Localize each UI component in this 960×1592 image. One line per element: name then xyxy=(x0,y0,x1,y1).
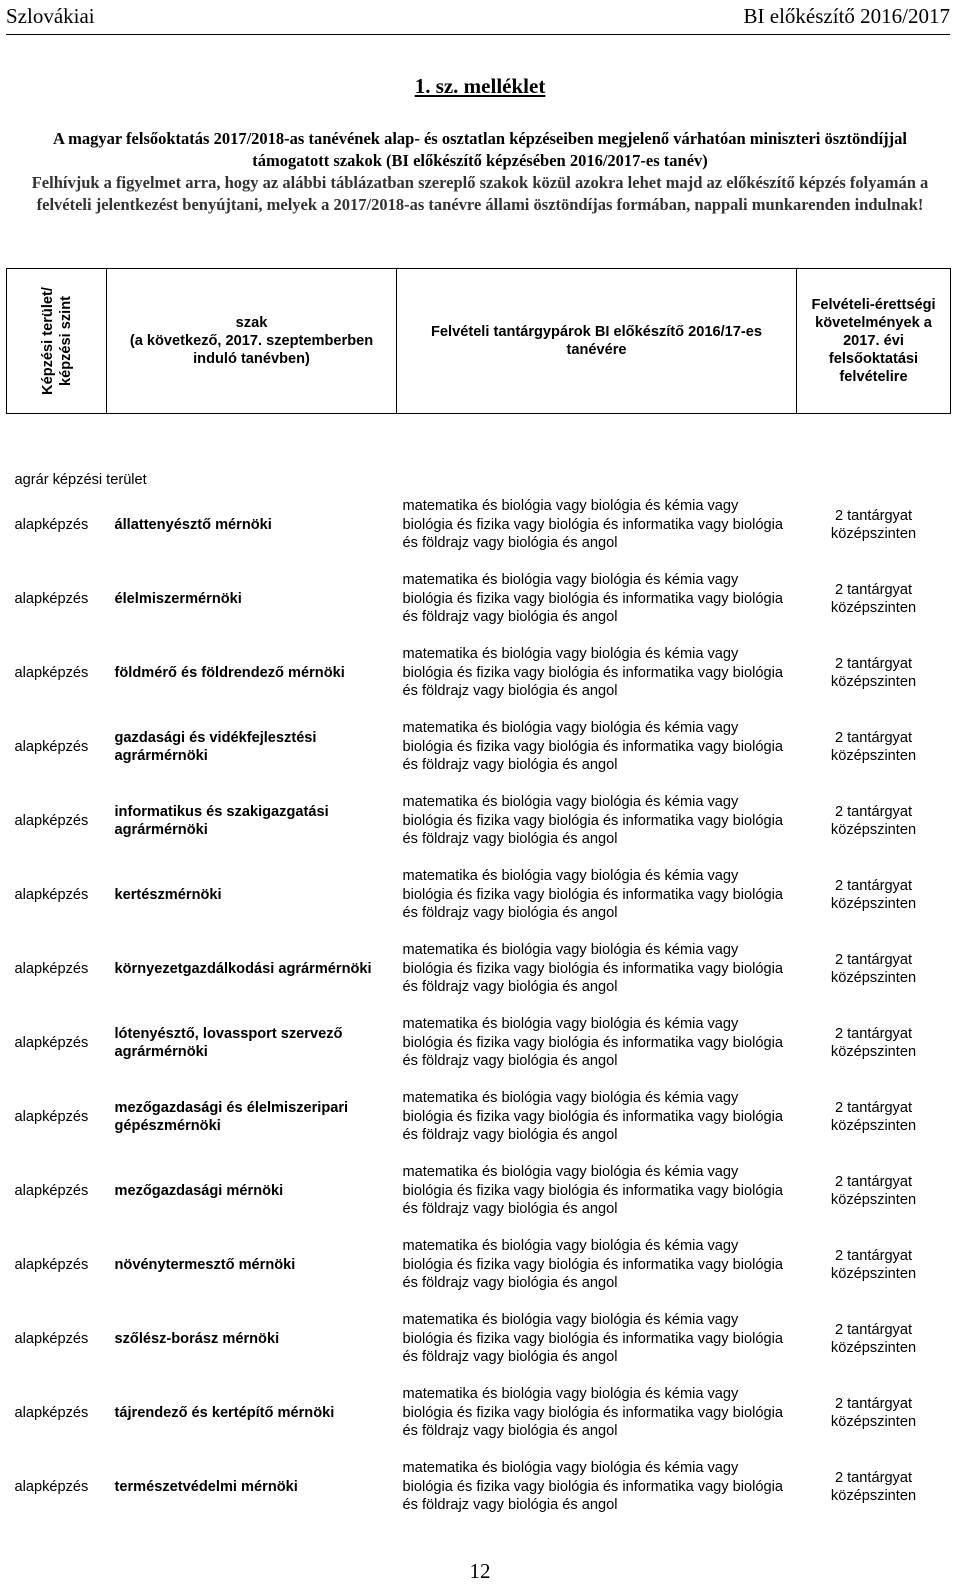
row-major: környezetgazdálkodási agrármérnöki xyxy=(114,960,372,977)
row-subject-pairs: matematika és biológia vagy biológia és kémia vagy biológia és fizika vagy biológia és informatika vagy biológia és földrajz vagy biológia és angol xyxy=(402,572,783,626)
row-level: alapképzés xyxy=(14,1034,89,1051)
row-level: alapképzés xyxy=(14,516,89,533)
table-header-row xyxy=(7,269,951,414)
table-row xyxy=(7,636,951,710)
row-subject-pairs: matematika és biológia vagy biológia és kémia vagy biológia és fizika vagy biológia és informatika vagy biológia és földrajz vagy biológia és angol xyxy=(402,868,783,922)
row-level: alapképzés xyxy=(14,1256,89,1273)
section-row xyxy=(7,414,951,489)
table-row xyxy=(7,932,951,1006)
row-major: tájrendező és kertépítő mérnöki xyxy=(114,1404,335,1421)
row-level: alapképzés xyxy=(14,738,89,755)
row-requirement: 2 tantárgyat középszinten xyxy=(830,877,917,912)
row-subject-pairs: matematika és biológia vagy biológia és kémia vagy biológia és fizika vagy biológia és informatika vagy biológia és földrajz vagy biológia és angol xyxy=(402,1238,783,1292)
row-major: informatikus és szakigazgatási agrármérnöki xyxy=(114,803,329,838)
row-level: alapképzés xyxy=(14,590,89,607)
row-requirement: 2 tantárgyat középszinten xyxy=(830,729,917,764)
row-level: alapképzés xyxy=(14,1478,89,1495)
row-subject-pairs: matematika és biológia vagy biológia és kémia vagy biológia és fizika vagy biológia és informatika vagy biológia és földrajz vagy biológia és angol xyxy=(402,646,783,700)
row-level: alapképzés xyxy=(14,1182,89,1199)
header-major: szak (a következő, 2017. szeptemberben induló tanévben) xyxy=(107,269,397,414)
row-level: alapképzés xyxy=(14,1330,89,1347)
row-subject-pairs: matematika és biológia vagy biológia és kémia vagy biológia és fizika vagy biológia és informatika vagy biológia és földrajz vagy biológia és angol xyxy=(402,1164,783,1218)
row-major: földmérő és földrendező mérnöki xyxy=(114,664,345,681)
row-requirement: 2 tantárgyat középszinten xyxy=(830,1173,917,1208)
header-level-text: Képzési terület/ képzési szint xyxy=(39,287,74,395)
row-level: alapképzés xyxy=(14,1108,89,1125)
annex-title-text: 1. sz. melléklet xyxy=(414,74,546,98)
row-level: alapképzés xyxy=(14,664,89,681)
table-row xyxy=(7,562,951,636)
row-major: kertészmérnöki xyxy=(114,886,222,903)
row-level: alapképzés xyxy=(14,886,89,903)
header-requirements: Felvételi-érettségi követelmények a 2017. évi felsőoktatási felvételire xyxy=(797,269,951,414)
row-major: természetvédelmi mérnöki xyxy=(114,1478,298,1495)
row-major: mezőgazdasági és élelmiszeripari gépészmérnöki xyxy=(114,1099,349,1134)
row-requirement: 2 tantárgyat középszinten xyxy=(830,951,917,986)
row-requirement: 2 tantárgyat középszinten xyxy=(830,1395,917,1430)
row-subject-pairs: matematika és biológia vagy biológia és kémia vagy biológia és fizika vagy biológia és informatika vagy biológia és földrajz vagy biológia és angol xyxy=(402,1386,783,1440)
row-major: állattenyésztő mérnöki xyxy=(114,516,272,533)
row-major: gazdasági és vidékfejlesztési agrármérnöki xyxy=(114,729,317,764)
row-subject-pairs: matematika és biológia vagy biológia és kémia vagy biológia és fizika vagy biológia és informatika vagy biológia és földrajz vagy biológia és angol xyxy=(402,1460,783,1514)
annex-title xyxy=(0,74,960,99)
header-right-text: BI előkészítő 2016/2017 xyxy=(743,4,950,28)
header-pairs: Felvételi tantárgypárok BI előkészítő 2016/17-es tanévére xyxy=(397,269,797,414)
notice-paragraph: Felhívjuk a figyelmet arra, hogy az alábbi táblázatban szereplő szakok közül azokra lehet majd az előkészítő képzés folyamán a felvételi jelentkezést benyújtani, melyek a 2017/2018-as tanévre állami ösztöndíjas formában, nappali munkarenden indulnak! xyxy=(31,173,929,214)
row-major: szőlész-borász mérnöki xyxy=(114,1330,280,1347)
row-requirement: 2 tantárgyat középszinten xyxy=(830,1099,917,1134)
section-label: agrár képzési terület xyxy=(14,472,147,488)
row-requirement: 2 tantárgyat középszinten xyxy=(830,581,917,616)
row-requirement: 2 tantárgyat középszinten xyxy=(830,507,917,542)
table-row xyxy=(7,1228,951,1302)
table-row xyxy=(7,488,951,562)
table-row xyxy=(7,784,951,858)
row-subject-pairs: matematika és biológia vagy biológia és kémia vagy biológia és fizika vagy biológia és informatika vagy biológia és földrajz vagy biológia és angol xyxy=(402,1312,783,1366)
row-major: lótenyésztő, lovassport szervező agrármérnöki xyxy=(114,1025,343,1060)
row-subject-pairs: matematika és biológia vagy biológia és kémia vagy biológia és fizika vagy biológia és informatika vagy biológia és földrajz vagy biológia és angol xyxy=(402,498,783,552)
row-subject-pairs: matematika és biológia vagy biológia és kémia vagy biológia és fizika vagy biológia és informatika vagy biológia és földrajz vagy biológia és angol xyxy=(402,720,783,774)
row-subject-pairs: matematika és biológia vagy biológia és kémia vagy biológia és fizika vagy biológia és informatika vagy biológia és földrajz vagy biológia és angol xyxy=(402,942,783,996)
page-number: 12 xyxy=(469,1559,491,1583)
row-level: alapképzés xyxy=(14,960,89,977)
row-requirement: 2 tantárgyat középszinten xyxy=(830,803,917,838)
table-row xyxy=(7,1006,951,1080)
row-subject-pairs: matematika és biológia vagy biológia és kémia vagy biológia és fizika vagy biológia és informatika vagy biológia és földrajz vagy biológia és angol xyxy=(402,794,783,848)
row-requirement: 2 tantárgyat középszinten xyxy=(830,1469,917,1504)
header-level xyxy=(7,269,107,414)
page-header xyxy=(6,4,950,35)
header-left-text: Szlovákiai xyxy=(6,4,95,28)
table-row xyxy=(7,858,951,932)
row-level: alapképzés xyxy=(14,812,89,829)
row-requirement: 2 tantárgyat középszinten xyxy=(830,655,917,690)
table-row xyxy=(7,1450,951,1524)
table-row xyxy=(7,1154,951,1228)
row-requirement: 2 tantárgyat középszinten xyxy=(830,1025,917,1060)
row-requirement: 2 tantárgyat középszinten xyxy=(830,1247,917,1282)
row-major: mezőgazdasági mérnöki xyxy=(114,1182,284,1199)
table-row xyxy=(7,710,951,784)
row-requirement: 2 tantárgyat középszinten xyxy=(830,1321,917,1356)
intro-heading: A magyar felsőoktatás 2017/2018-as tanévének alap- és osztatlan képzéseiben megjelenő várhatóan miniszteri ösztöndíjjal támogatott szakok (BI előkészítő képzésében 2016/2017-es tanév) xyxy=(53,129,907,170)
table-row xyxy=(7,1080,951,1154)
table-row xyxy=(7,1302,951,1376)
majors-table xyxy=(6,268,951,1524)
row-major: növénytermesztő mérnöki xyxy=(114,1256,296,1273)
row-subject-pairs: matematika és biológia vagy biológia és kémia vagy biológia és fizika vagy biológia és informatika vagy biológia és földrajz vagy biológia és angol xyxy=(402,1016,783,1070)
row-level: alapképzés xyxy=(14,1404,89,1421)
row-subject-pairs: matematika és biológia vagy biológia és kémia vagy biológia és fizika vagy biológia és informatika vagy biológia és földrajz vagy biológia és angol xyxy=(402,1090,783,1144)
row-major: élelmiszermérnöki xyxy=(114,590,242,607)
table-row xyxy=(7,1376,951,1450)
